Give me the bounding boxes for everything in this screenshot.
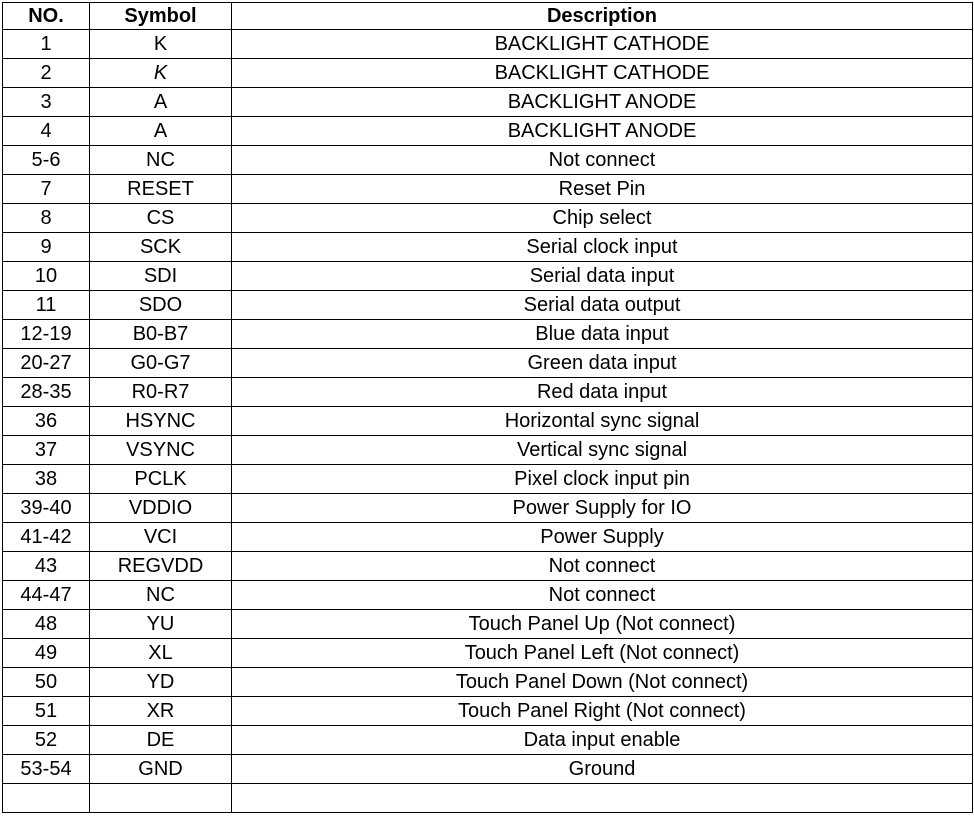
pin-description-cell: Touch Panel Right (Not connect) bbox=[232, 697, 973, 726]
pin-description-cell: Power Supply bbox=[232, 523, 973, 552]
pin-description-cell: Touch Panel Down (Not connect) bbox=[232, 668, 973, 697]
pin-number-cell: 12-19 bbox=[3, 320, 90, 349]
table-row bbox=[3, 88, 973, 117]
pin-description-cell: Serial data input bbox=[232, 262, 973, 291]
pin-symbol-cell: R0-R7 bbox=[90, 378, 232, 407]
table-row bbox=[3, 146, 973, 175]
pin-symbol-cell bbox=[90, 784, 232, 813]
pin-number-cell: 2 bbox=[3, 59, 90, 88]
pin-number-cell: 8 bbox=[3, 204, 90, 233]
pin-number-cell bbox=[3, 784, 90, 813]
pin-number-cell: 10 bbox=[3, 262, 90, 291]
pin-description-cell: Horizontal sync signal bbox=[232, 407, 973, 436]
pin-symbol-cell: VDDIO bbox=[90, 494, 232, 523]
pin-number-cell: 53-54 bbox=[3, 755, 90, 784]
pin-number-cell: 36 bbox=[3, 407, 90, 436]
pin-description-cell: Chip select bbox=[232, 204, 973, 233]
pin-number-cell: 9 bbox=[3, 233, 90, 262]
table-row bbox=[3, 465, 973, 494]
pin-description-table bbox=[2, 2, 973, 813]
pin-symbol-cell: G0-G7 bbox=[90, 349, 232, 378]
pin-number-cell: 28-35 bbox=[3, 378, 90, 407]
pin-symbol-cell: RESET bbox=[90, 175, 232, 204]
header-description: Description bbox=[232, 3, 973, 30]
table-row bbox=[3, 784, 973, 813]
pin-description-cell: Not connect bbox=[232, 581, 973, 610]
pin-number-cell: 20-27 bbox=[3, 349, 90, 378]
header-symbol: Symbol bbox=[90, 3, 232, 30]
pin-symbol-cell: GND bbox=[90, 755, 232, 784]
table-row bbox=[3, 59, 973, 88]
table-row bbox=[3, 30, 973, 59]
pin-description-cell: Reset Pin bbox=[232, 175, 973, 204]
table-row bbox=[3, 291, 973, 320]
pin-number-cell: 48 bbox=[3, 610, 90, 639]
pin-symbol-cell: CS bbox=[90, 204, 232, 233]
pin-symbol-cell: PCLK bbox=[90, 465, 232, 494]
pin-symbol-cell: A bbox=[90, 88, 232, 117]
pin-description-cell bbox=[232, 784, 973, 813]
table-row bbox=[3, 668, 973, 697]
pin-description-cell: Touch Panel Left (Not connect) bbox=[232, 639, 973, 668]
pin-symbol-cell: SDI bbox=[90, 262, 232, 291]
table-row bbox=[3, 552, 973, 581]
pin-symbol-cell: YU bbox=[90, 610, 232, 639]
pin-description-cell: Green data input bbox=[232, 349, 973, 378]
table-row bbox=[3, 494, 973, 523]
pin-description-cell: Vertical sync signal bbox=[232, 436, 973, 465]
table-row bbox=[3, 378, 973, 407]
pin-number-cell: 49 bbox=[3, 639, 90, 668]
table-row bbox=[3, 436, 973, 465]
pin-description-cell: Ground bbox=[232, 755, 973, 784]
table-row bbox=[3, 581, 973, 610]
pin-symbol-cell: NC bbox=[90, 581, 232, 610]
table-row bbox=[3, 233, 973, 262]
pin-symbol-cell: VCI bbox=[90, 523, 232, 552]
pin-description-cell: BACKLIGHT ANODE bbox=[232, 88, 973, 117]
pin-symbol-cell: NC bbox=[90, 146, 232, 175]
pin-symbol-cell: B0-B7 bbox=[90, 320, 232, 349]
pin-symbol-cell: K bbox=[90, 30, 232, 59]
header-no: NO. bbox=[3, 3, 90, 30]
pin-symbol-cell: VSYNC bbox=[90, 436, 232, 465]
pin-symbol-cell: XR bbox=[90, 697, 232, 726]
table-row bbox=[3, 523, 973, 552]
pin-symbol-cell: SDO bbox=[90, 291, 232, 320]
pin-symbol-cell: XL bbox=[90, 639, 232, 668]
pin-number-cell: 50 bbox=[3, 668, 90, 697]
pin-number-cell: 51 bbox=[3, 697, 90, 726]
pin-symbol-cell: A bbox=[90, 117, 232, 146]
pin-symbol-cell: K bbox=[90, 59, 232, 88]
pin-number-cell: 39-40 bbox=[3, 494, 90, 523]
pin-description-cell: BACKLIGHT CATHODE bbox=[232, 30, 973, 59]
pin-description-cell: Power Supply for IO bbox=[232, 494, 973, 523]
pin-symbol-cell: REGVDD bbox=[90, 552, 232, 581]
table-row bbox=[3, 262, 973, 291]
pin-rows bbox=[3, 30, 973, 813]
pin-number-cell: 11 bbox=[3, 291, 90, 320]
table-row bbox=[3, 204, 973, 233]
pin-number-cell: 1 bbox=[3, 30, 90, 59]
header-row bbox=[3, 3, 973, 30]
pin-number-cell: 3 bbox=[3, 88, 90, 117]
pin-description-cell: BACKLIGHT CATHODE bbox=[232, 59, 973, 88]
pin-number-cell: 41-42 bbox=[3, 523, 90, 552]
pin-symbol-cell: HSYNC bbox=[90, 407, 232, 436]
pin-description-cell: Data input enable bbox=[232, 726, 973, 755]
pin-symbol-cell: SCK bbox=[90, 233, 232, 262]
pin-description-cell: Not connect bbox=[232, 552, 973, 581]
pin-description-cell: Touch Panel Up (Not connect) bbox=[232, 610, 973, 639]
pin-number-cell: 5-6 bbox=[3, 146, 90, 175]
table-row bbox=[3, 407, 973, 436]
pin-description-cell: Blue data input bbox=[232, 320, 973, 349]
table-row bbox=[3, 320, 973, 349]
table-row bbox=[3, 755, 973, 784]
pin-description-cell: Not connect bbox=[232, 146, 973, 175]
pin-description-cell: Red data input bbox=[232, 378, 973, 407]
pin-description-cell: BACKLIGHT ANODE bbox=[232, 117, 973, 146]
pin-number-cell: 37 bbox=[3, 436, 90, 465]
pin-number-cell: 4 bbox=[3, 117, 90, 146]
pin-number-cell: 43 bbox=[3, 552, 90, 581]
pin-number-cell: 38 bbox=[3, 465, 90, 494]
pin-symbol-cell: DE bbox=[90, 726, 232, 755]
table-row bbox=[3, 726, 973, 755]
pin-number-cell: 44-47 bbox=[3, 581, 90, 610]
table-row bbox=[3, 639, 973, 668]
table-row bbox=[3, 349, 973, 378]
table-row bbox=[3, 610, 973, 639]
table-row bbox=[3, 117, 973, 146]
pin-number-cell: 7 bbox=[3, 175, 90, 204]
pin-description-cell: Serial data output bbox=[232, 291, 973, 320]
table-row bbox=[3, 697, 973, 726]
pin-number-cell: 52 bbox=[3, 726, 90, 755]
table-row bbox=[3, 175, 973, 204]
pin-symbol-cell: YD bbox=[90, 668, 232, 697]
pin-description-cell: Serial clock input bbox=[232, 233, 973, 262]
pin-description-cell: Pixel clock input pin bbox=[232, 465, 973, 494]
